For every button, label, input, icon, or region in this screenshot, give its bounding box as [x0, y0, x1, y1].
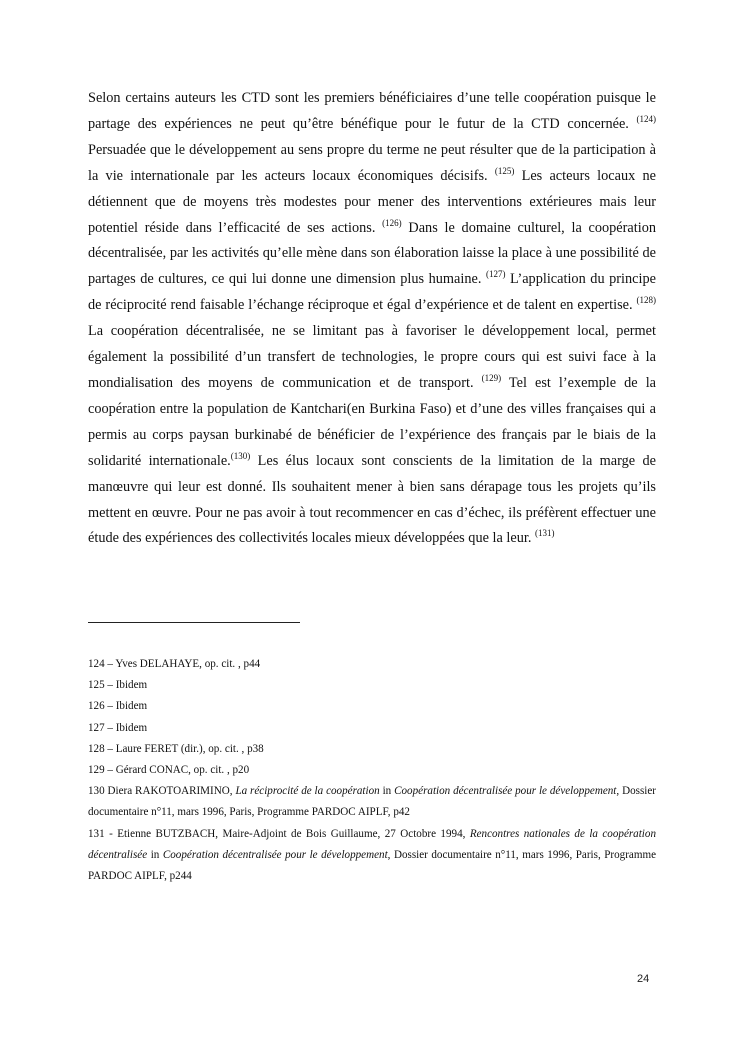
footnote-ref-128[interactable]: (128) [636, 295, 657, 306]
footnote-127: 127 – Ibidem [88, 721, 148, 734]
page-number: 24 [637, 973, 650, 985]
footnote-131-lead: 131 - Etienne BUTZBACH, Maire-Adjoint de Bois Guillaume, 27 Octobre 1994, [88, 827, 466, 840]
footnote-131-rest: , Dossier documentaire n°11, mars 1996, Paris, Programme PARDOC AIPLF, p244 [88, 848, 656, 883]
footnote-131-in: in [150, 848, 160, 861]
footnote-ref-125[interactable]: (125) [494, 165, 515, 176]
footnote-129: 129 – Gérard CONAC, op. cit. , p20 [88, 764, 250, 777]
footnote-131-title: Rencontres nationales de la coopération décentralisée [88, 827, 656, 861]
footnote-130-work: Coopération décentralisée pour le développement [394, 785, 617, 798]
footnote-ref-124[interactable]: (124) [636, 113, 656, 124]
footnote-separator [88, 622, 300, 623]
footnote-130-title: La réciprocité de la coopération [235, 785, 380, 798]
footnote-130-rest: , Dossier documentaire n°11, mars 1996, Paris, Programme PARDOC AIPLF, p42 [88, 785, 656, 819]
footnote-131 [88, 824, 656, 888]
footnote-124: 124 – Yves DELAHAYE, op. cit. , p44 [88, 658, 261, 670]
footnote-128: 128 – Laure FERET (dir.), op. cit. , p38 [88, 742, 264, 755]
footnote-130-in: in [382, 785, 392, 798]
sentence-1: Selon certains auteurs les CTD sont les premiers bénéficiaires d’une telle coopération puisque le partage des expériences ne peut qu’être bénéfique pour le futur de la CTD concernée. [88, 90, 656, 132]
sentence-3: Les acteurs locaux ne détiennent que de moyens très modestes pour mener des interventions extérieures mais leur potentiel réside dans l’efficacité de ses actions. [88, 167, 657, 236]
footnote-130 [88, 781, 656, 823]
sentence-4: Dans le domaine culturel, la coopération décentralisée, par les activités qu’elle mène dans son élaboration laisse la place à une possibilité de partages de cultures, ce qui lui donne une dimension plus humaine. [88, 219, 657, 288]
footnote-ref-130[interactable]: (130) [230, 450, 251, 461]
sentence-5: L’application du principe de réciprocité rend faisable l’échange réciproque et égal d’expérience et de talent en expertise. [88, 271, 656, 314]
footnote-ref-127[interactable]: (127) [485, 269, 506, 280]
footnote-131-work: Coopération décentralisée pour le développement [162, 848, 388, 861]
footnote-130-lead: 130 Diera RAKOTOARIMINO, [88, 785, 233, 798]
footnote-126: 126 – Ibidem [88, 700, 148, 713]
footnote-ref-126[interactable]: (126) [382, 217, 402, 228]
body-paragraph [88, 86, 656, 552]
sentence-8: Les élus locaux sont conscients de la limitation de la marge de manœuvre qui leur est donné. Ils souhaitent mener à bien sans dérapage tous les projets qu’ils mettent en œuvre. Pour ne pas avoir à tout recommencer en cas d’échec, ils préfèrent effectuer une étude des expériences des collectivités locales mieux développées que la leur. [88, 452, 656, 547]
footnote-125: 125 – Ibidem [88, 679, 148, 692]
footnote-ref-131[interactable]: (131) [535, 528, 555, 539]
sentence-6: La coopération décentralisée, ne se limitant pas à favoriser le développement local, permet également la possibilité d’un transfert de technologies, le propre cours qui est suivi face à la mondialisation des moyens de communication et de transport. [88, 323, 656, 391]
sentence-2: Persuadée que le développement au sens propre du terme ne peut résulter que de la participation à la vie internationale par les acteurs locaux économiques décisifs. [88, 141, 656, 184]
sentence-7: Tel est l’exemple de la coopération entre la population de Kantchari(en Burkina Faso) et d’une des villes françaises qui a permis au corps paysan burkinabé de bénéficier de l’expérience des français par le biais de la solidarité internationale. [88, 374, 657, 469]
footnote-ref-129[interactable]: (129) [481, 372, 502, 383]
footnotes-section [88, 654, 656, 887]
